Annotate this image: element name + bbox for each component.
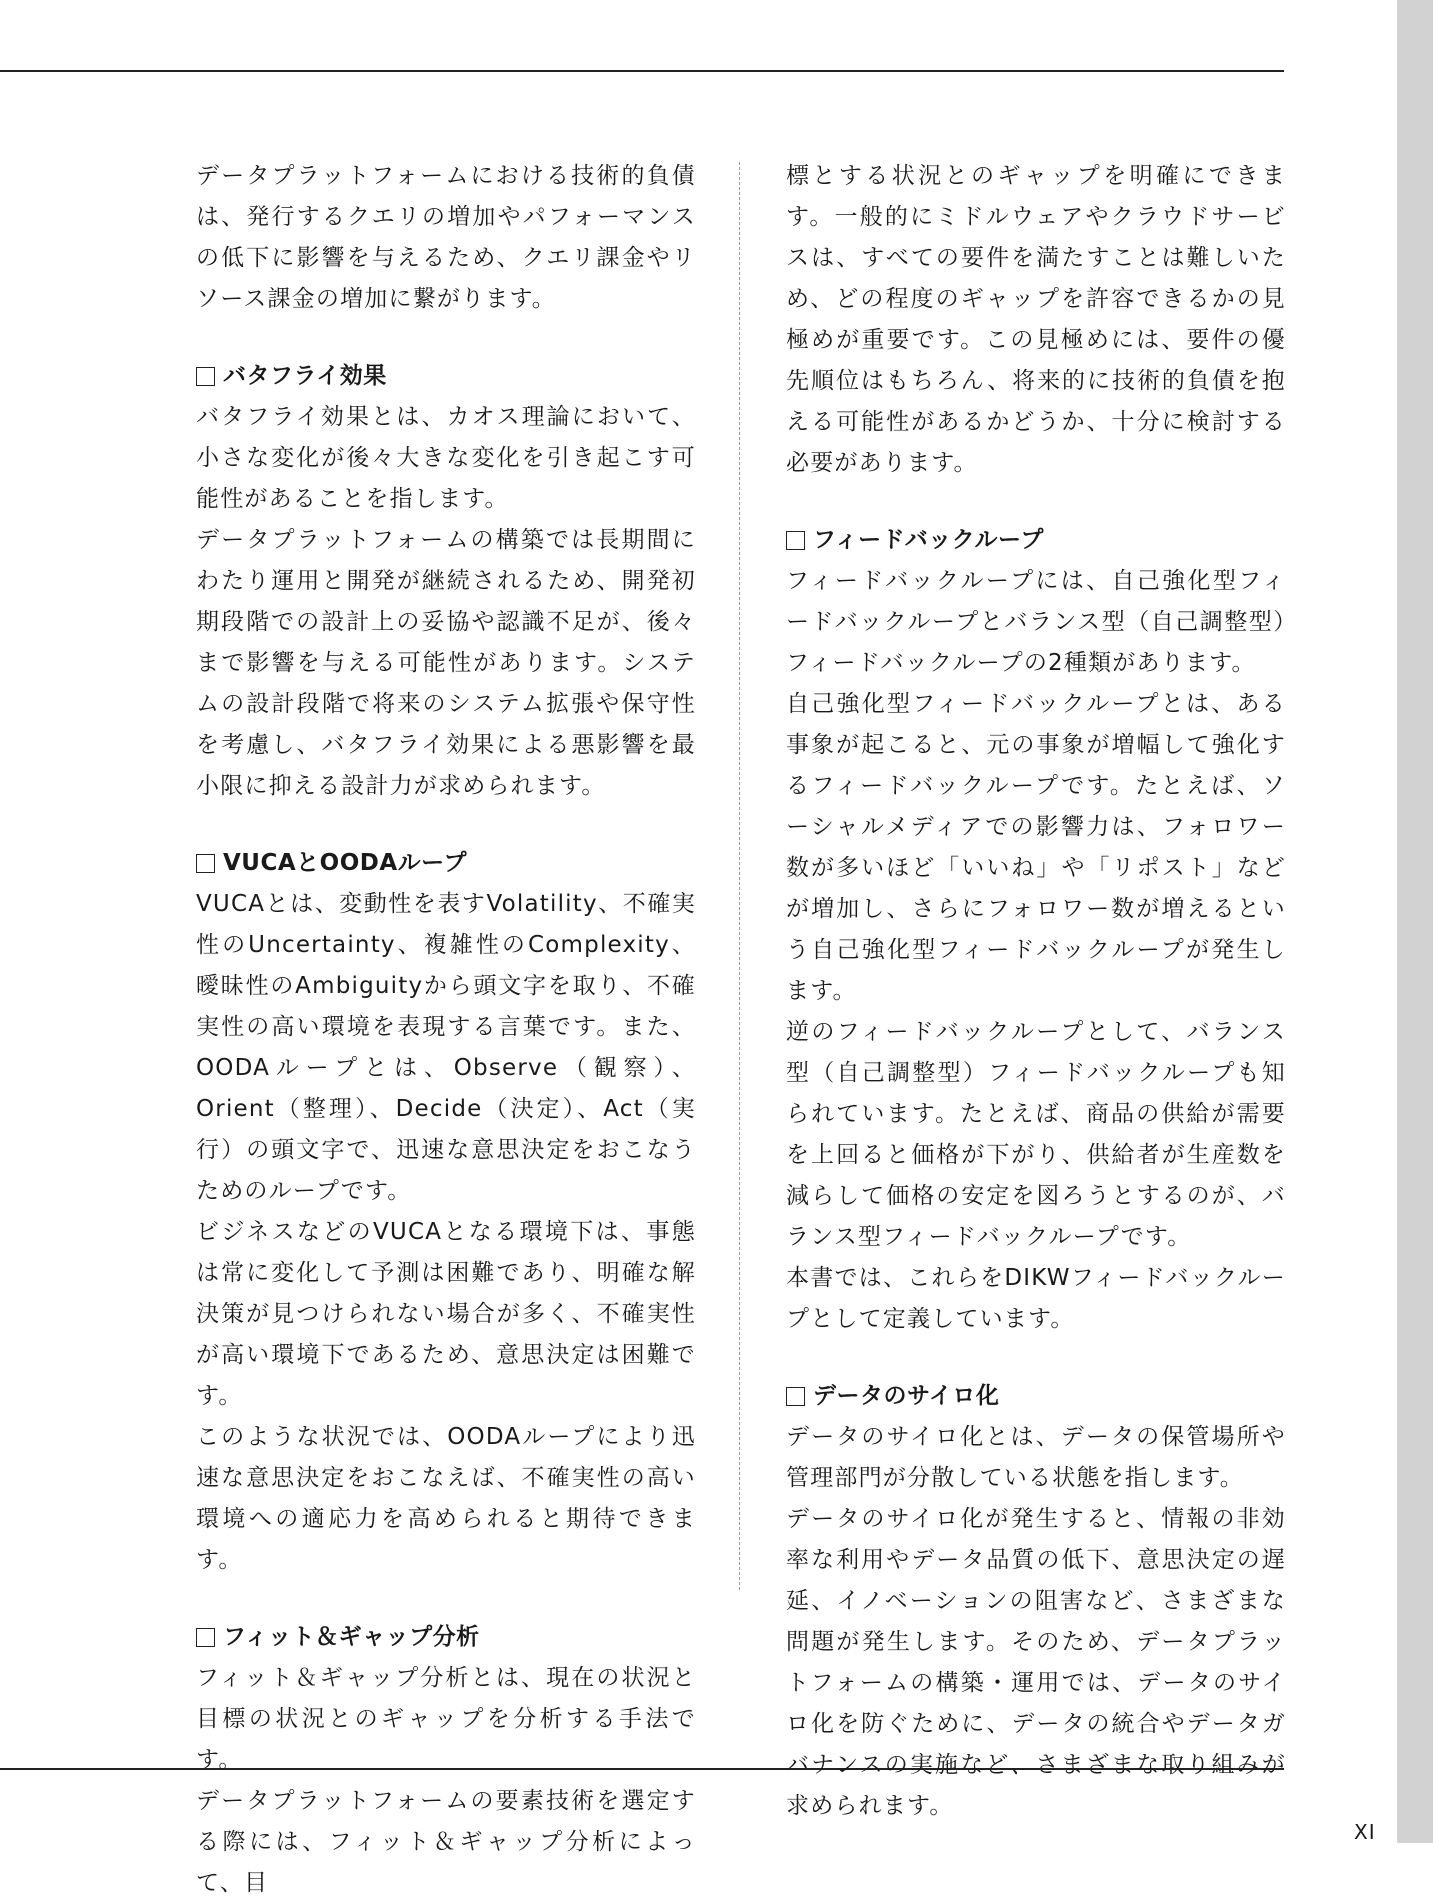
section-heading: フィードバックループ <box>786 520 1286 561</box>
paragraph: ビジネスなどのVUCAとなる環境下は、事態は常に変化して予測は困難であり、明確な解決策が見つけられない場合が多く、不確実性が高い環境下であるため、意思決定は困難です。 <box>196 1219 696 1409</box>
paragraph: データプラットフォームの構築では長期間にわたり運用と開発が継続されるため、開発初期段階での設計上の妥協や認識不足が、後々まで影響を与える可能性があります。システムの設計段階で将来のシステム拡張や保守性を考慮し、バタフライ効果による悪影響を最小限に抑える設計力が求められます。 <box>196 527 696 799</box>
paragraph: VUCAとは、変動性を表すVolatility、不確実性のUncertainty、複雑性のComplexity、曖昧性のAmbiguityから頭文字を取り、不確実性の高い環境を表現する言葉です。また、OODAループとは、Observe（観察）、Orient（整理）、Decide（決定）、Act（実行）の頭文字で、迅速な意思決定をおこなうためのループです。 <box>196 891 696 1204</box>
paragraph: 逆のフィードバックループとして、バランス型（自己調整型）フィードバックループも知られています。たとえば、商品の供給が需要を上回ると価格が下がり、供給者が生産数を減らして価格の安定を図ろうとするのが、バランス型フィードバックループです。 <box>786 1019 1286 1250</box>
checkbox-square-icon <box>786 531 805 550</box>
page-number: XI <box>1354 1820 1376 1844</box>
checkbox-square-icon <box>196 1628 215 1647</box>
paragraph: 標とする状況とのギャップを明確にできます。一般的にミドルウェアやクラウドサービスは、すべての要件を満たすことは難しいため、どの程度のギャップを許容できるかの見極めが重要です。この見極めには、要件の優先順位はもちろん、将来的に技術的負債を抱える可能性があるかどうか、十分に検討する必要があります。 <box>786 163 1286 476</box>
paragraph: データプラットフォームの要素技術を選定する際には、フィット＆ギャップ分析によって、目 <box>196 1788 696 1896</box>
section-heading: データのサイロ化 <box>786 1376 1286 1417</box>
right-column <box>786 156 1286 1827</box>
paragraph: 自己強化型フィードバックループとは、ある事象が起こると、元の事象が増幅して強化するフィードバックループです。たとえば、ソーシャルメディアでの影響力は、フォロワー数が多いほど「いいね」や「リポスト」などが増加し、さらにフォロワー数が増えるという自己強化型フィードバックループが発生します。 <box>786 691 1286 1004</box>
section-heading: バタフライ効果 <box>196 356 696 397</box>
paragraph: データプラットフォームにおける技術的負債は、発行するクエリの増加やパフォーマンスの低下に影響を与えるため、クエリ課金やリソース課金の増加に繋がります。 <box>196 163 696 312</box>
paragraph: データのサイロ化が発生すると、情報の非効率な利用やデータ品質の低下、意思決定の遅延、イノベーションの阻害など、さまざまな問題が発生します。そのため、データプラットフォームの構築・運用では、データのサイロ化を防ぐために、データの統合やデータガバナンスの実施など、さまざまな取り組みが求められます。 <box>786 1506 1286 1819</box>
paragraph: このような状況では、OODAループにより迅速な意思決定をおこなえば、不確実性の高い環境への適応力を高められると期待できます。 <box>196 1424 696 1573</box>
section-heading: フィット＆ギャップ分析 <box>196 1617 696 1658</box>
paragraph: フィット＆ギャップ分析とは、現在の状況と目標の状況とのギャップを分析する手法です。 <box>196 1665 696 1773</box>
top-rule <box>0 70 1284 72</box>
side-tab-band <box>1397 0 1433 1843</box>
paragraph: バタフライ効果とは、カオス理論において、小さな変化が後々大きな変化を引き起こす可能性があることを指します。 <box>196 404 696 512</box>
checkbox-square-icon <box>196 854 215 873</box>
paragraph: データのサイロ化とは、データの保管場所や管理部門が分散している状態を指します。 <box>786 1424 1286 1491</box>
checkbox-square-icon <box>196 367 215 386</box>
left-column <box>196 156 696 1904</box>
paragraph: フィードバックループには、自己強化型フィードバックループとバランス型（自己調整型）フィードバックループの2種類があります。 <box>786 568 1286 676</box>
column-divider <box>739 162 740 1590</box>
checkbox-square-icon <box>786 1387 805 1406</box>
paragraph: 本書では、これらをDIKWフィードバックループとして定義しています。 <box>786 1265 1286 1332</box>
section-heading: VUCAとOODAループ <box>196 843 696 884</box>
